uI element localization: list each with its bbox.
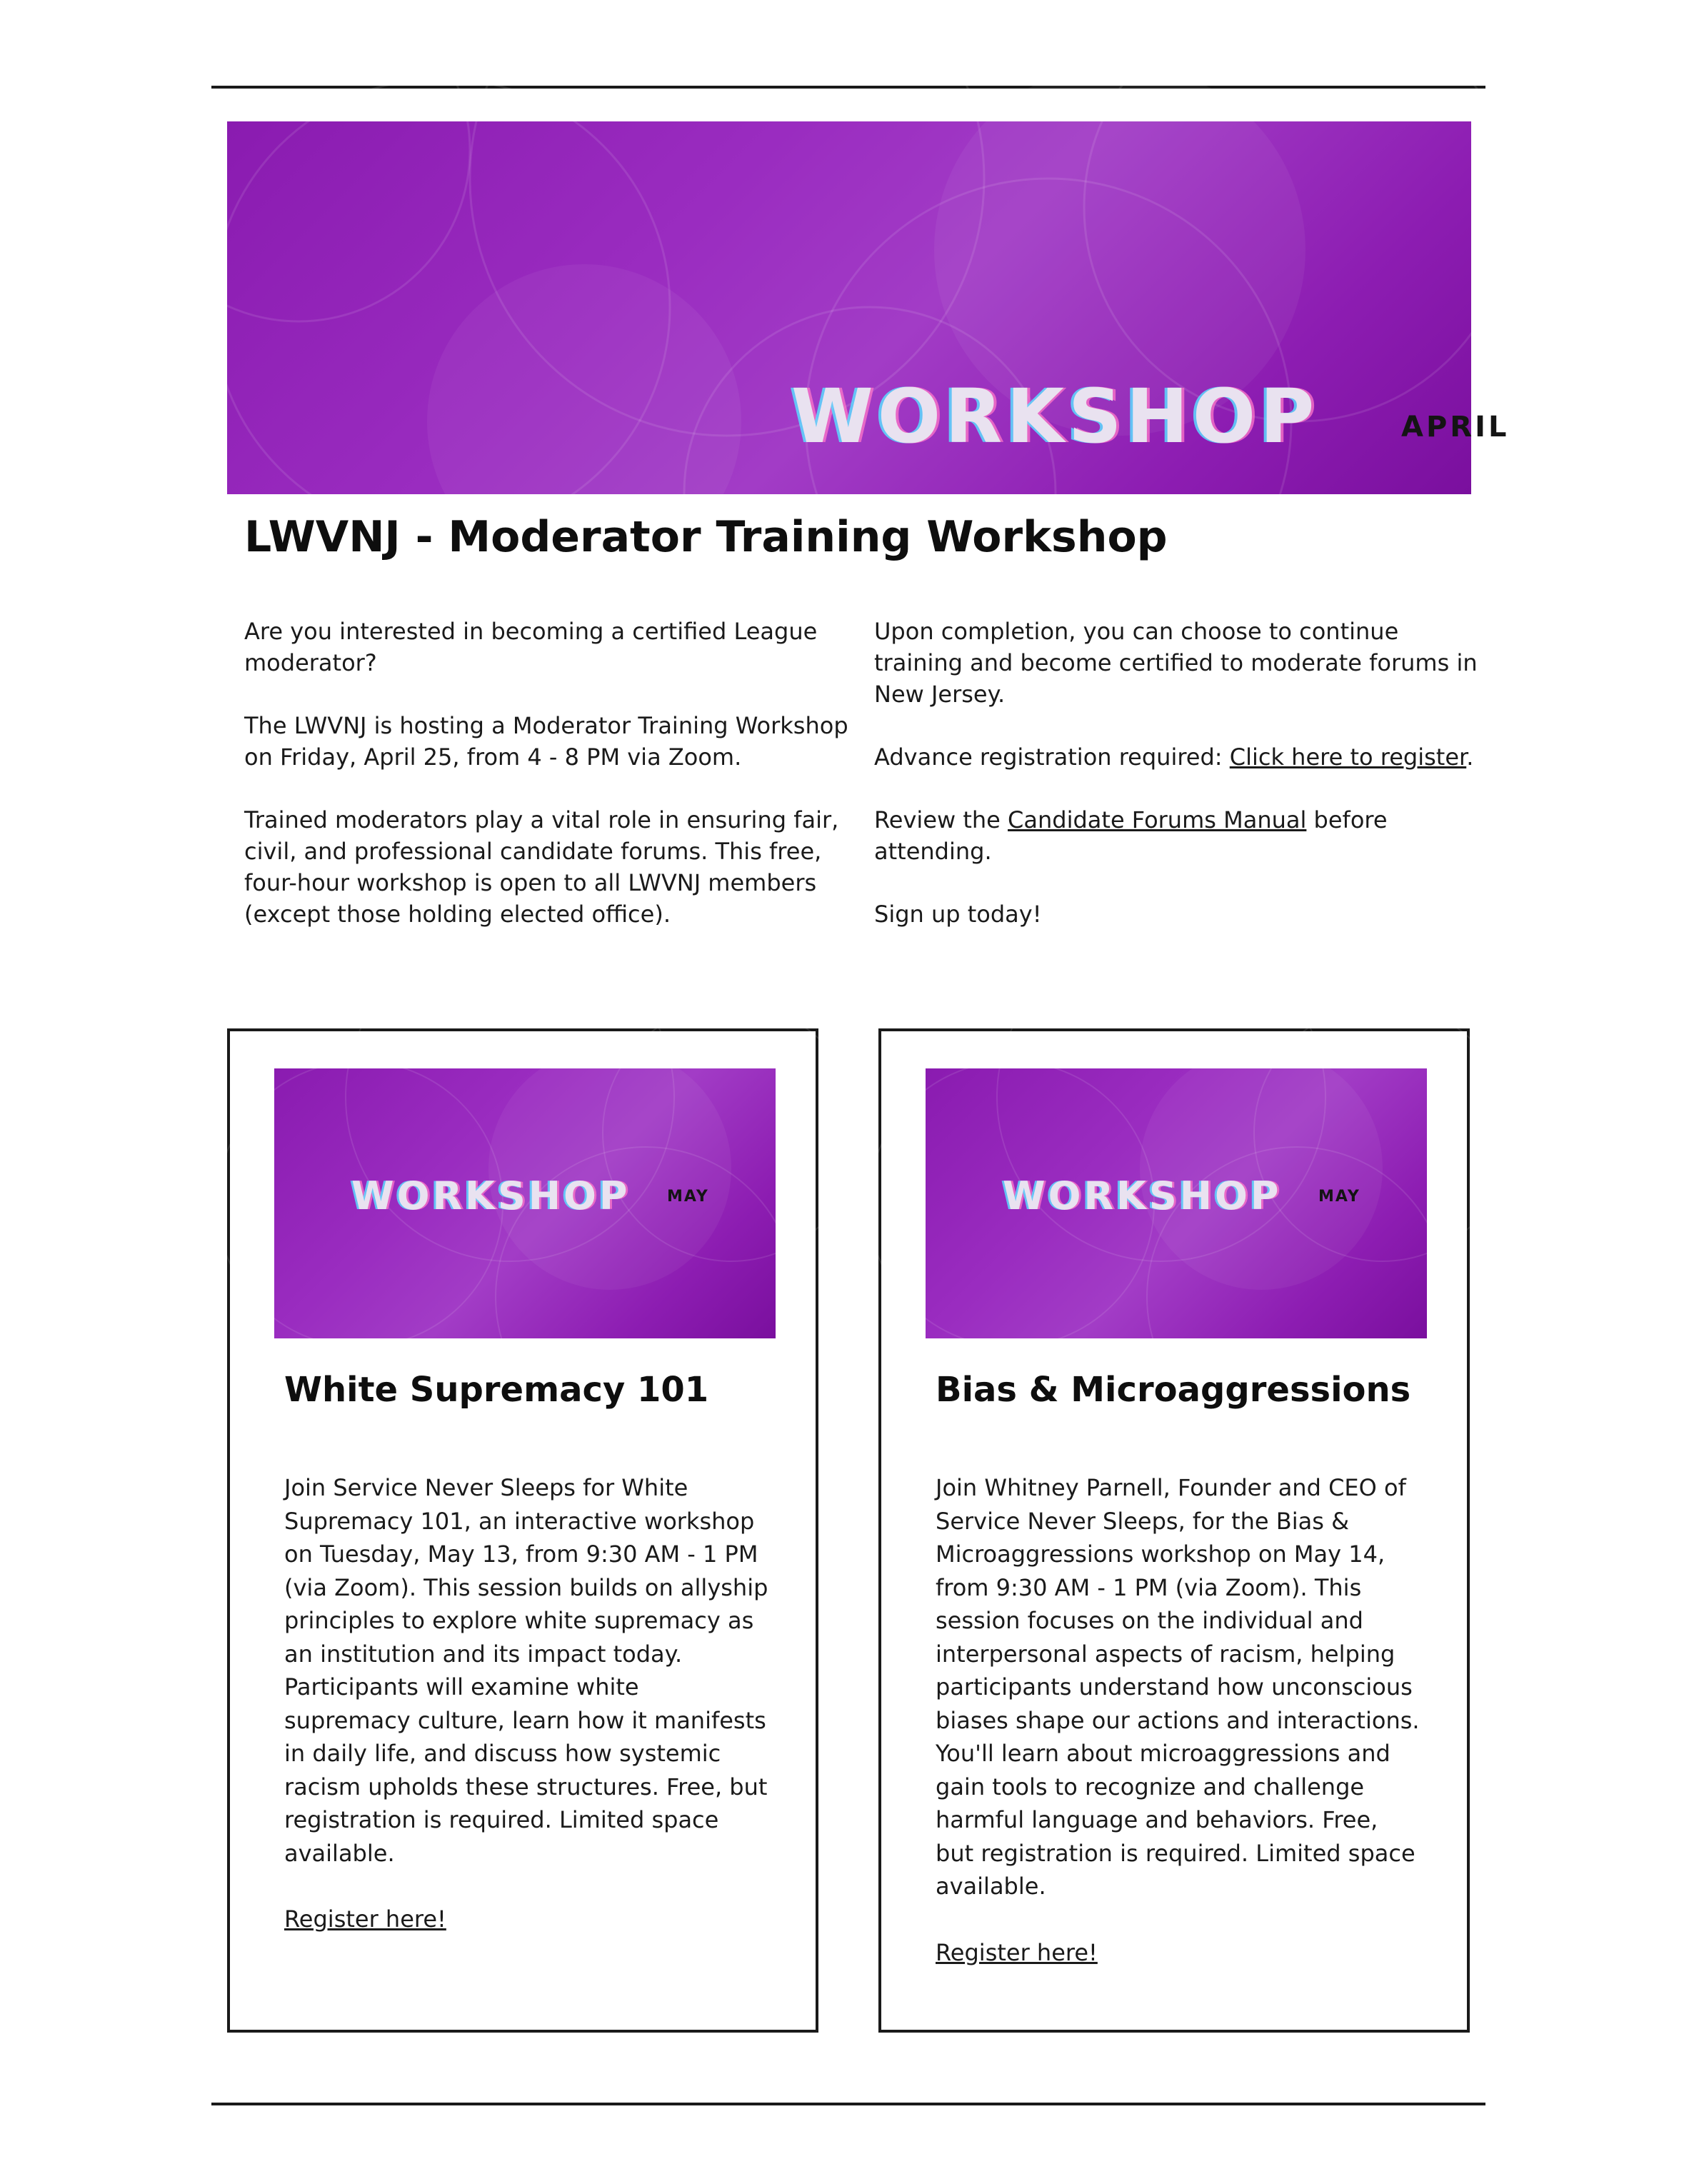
intro-paragraph: The LWVNJ is hosting a Moderator Training Workshop on Friday, April 25, from 4 - 8 PM via Zoom.	[244, 712, 848, 771]
banner-month-text: MAY	[667, 1188, 709, 1206]
registration-suffix: .	[1466, 743, 1474, 771]
card-title: White Supremacy 101	[284, 1370, 709, 1410]
registration-prefix: Advance registration required:	[874, 743, 1230, 771]
banner-month-text: MAY	[1318, 1188, 1360, 1206]
card-title: Bias & Microaggressions	[936, 1370, 1411, 1410]
workshop-card-bias-microaggressions	[878, 1028, 1470, 2033]
banner-workshop-text: WORKSHOP	[791, 373, 1319, 460]
register-link[interactable]: Click here to register	[1229, 743, 1467, 771]
intro-left-column	[244, 616, 851, 961]
card-description: Join Service Never Sleeps for White Supremacy 101, an interactive workshop on Tuesday, May 13, from 9:30 AM - 1 PM (via Zoom). This session builds on allyship principles to explore white supremacy as an institution and its impact today. Participants will examine white supremacy culture, learn how it manifests in daily life, and discuss how systemic racism upholds these structures. Free, but registration is required. Limited space available.	[284, 1474, 768, 1867]
top-divider	[211, 86, 1485, 89]
workshop-card-white-supremacy	[227, 1028, 818, 2033]
manual-prefix: Review the	[874, 806, 1008, 833]
card-body	[284, 1471, 770, 1936]
sign-up-text: Sign up today!	[874, 901, 1042, 928]
banner-workshop-text: WORKSHOP	[1003, 1173, 1282, 1218]
register-here-link[interactable]: Register here!	[284, 1905, 446, 1933]
page-title: LWVNJ - Moderator Training Workshop	[244, 512, 1168, 562]
intro-paragraph: Are you interested in becoming a certified League moderator?	[244, 618, 818, 676]
completion-paragraph: Upon completion, you can choose to continue training and become certified to moderate forums in New Jersey.	[874, 618, 1478, 708]
intro-right-column	[874, 616, 1481, 961]
card-description: Join Whitney Parnell, Founder and CEO of Service Never Sleeps, for the Bias & Microaggressions workshop on May 14, from 9:30 AM - 1 PM (via Zoom). This session focuses on the individual and interpersonal aspects of racism, helping participants understand how unconscious biases shape our actions and interactions. You'll learn about microaggressions and gain tools to recognize and challenge harmful language and behaviors. Free, but registration is required. Limited space available.	[936, 1474, 1420, 1900]
banner-workshop-text: WORKSHOP	[351, 1173, 631, 1218]
bottom-divider	[211, 2103, 1485, 2105]
card-banner-image	[274, 1068, 776, 1338]
hero-banner-image	[227, 121, 1510, 494]
candidate-forums-manual-link[interactable]: Candidate Forums Manual	[1008, 806, 1307, 833]
card-body	[936, 1471, 1421, 1969]
manual-suffix: before attending.	[874, 806, 1388, 865]
registration-paragraph	[874, 741, 1481, 773]
register-here-link[interactable]: Register here!	[936, 1938, 1098, 1966]
card-banner-image	[926, 1068, 1427, 1338]
manual-paragraph	[874, 804, 1481, 867]
intro-paragraph: Trained moderators play a vital role in ensuring fair, civil, and professional candidate forums. This free, four-hour workshop is open to all LWVNJ members (except those holding elected office).	[244, 806, 839, 928]
banner-month-text: APRIL	[1401, 411, 1510, 444]
